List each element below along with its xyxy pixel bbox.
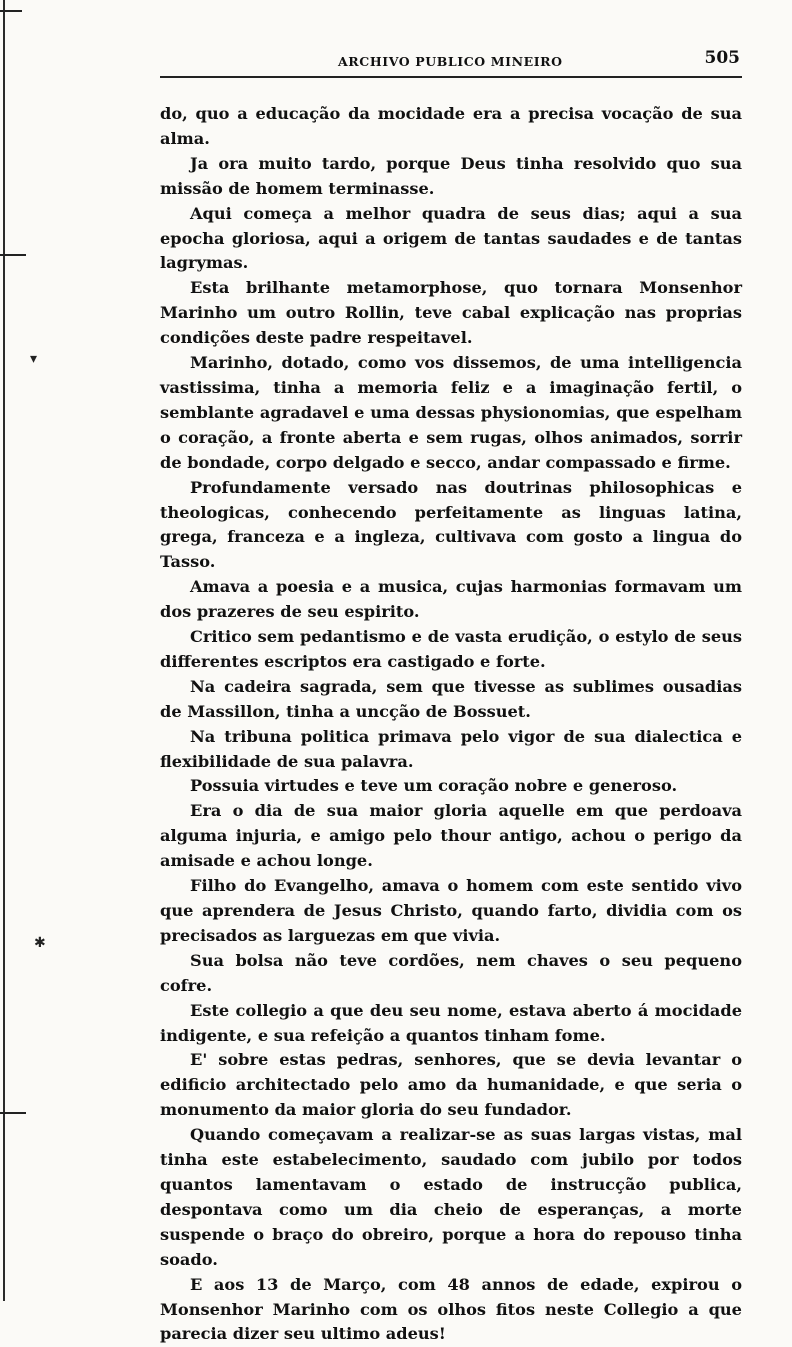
paragraph: Ja ora muito tardo, porque Deus tinha resolvido quo sua missão de homem terminasse. <box>160 153 742 198</box>
paragraph: Profundamente versado nas doutrinas philosophicas e theologicas, conhecendo perfeitamente as linguas latina, grega, franceza e a ingleza, cultivava com gosto a lingua do Tasso. <box>160 477 742 572</box>
paragraph: Possuia virtudes e teve um coração nobre e generoso. <box>190 776 678 796</box>
paragraph: Marinho, dotado, como vos dissemos, de uma intelligencia vastissima, tinha a memoria feliz e a imaginação fertil, o semblante agradavel e uma dessas physionomias, que espelham o coração, a fronte aberta e sem rugas, olhos animados, sorrir de bondade, corpo delgado e secco, andar compassado e firme. <box>160 353 742 472</box>
paragraph: Este collegio a que deu seu nome, estava aberto á mocidade indigente, e sua refeição a quantos tinham fome. <box>160 1000 742 1045</box>
page-header <box>160 48 742 78</box>
paragraph: E aos 13 de Março, com 48 annos de edade, expirou o Monsenhor Marinho com os olhos fitos neste Collegio a que parecia dizer seu ultimo adeus! <box>160 1274 742 1344</box>
paragraph: Na tribuna politica primava pelo vigor de sua dialectica e flexibilidade de sua palavra. <box>160 726 742 771</box>
header-rule <box>160 76 742 78</box>
paragraph: E' sobre estas pedras, senhores, que se devia levantar o edificio architectado pelo amo da humanidade, e que seria o monumento da maior gloria do seu fundador. <box>160 1050 742 1120</box>
binding-margin-tick <box>0 254 26 256</box>
margin-mark-icon: ✱ <box>34 935 46 951</box>
paragraph: do, quo a educação da mocidade era a precisa vocação de sua alma. <box>160 104 742 148</box>
binding-margin-tick <box>0 10 22 12</box>
paragraph: Era o dia de sua maior gloria aquelle em que perdoava alguma injuria, e amigo pelo thour antigo, achou o perigo da amisade e achou longe. <box>160 801 742 871</box>
paragraph: Aqui começa a melhor quadra de seus dias; aqui a sua epocha gloriosa, aqui a origem de tantas saudades e de tantas lagrymas. <box>160 203 742 273</box>
page-number: 505 <box>704 48 740 68</box>
binding-margin-tick <box>0 1112 26 1114</box>
running-head: ARCHIVO PUBLICO MINEIRO <box>338 54 563 69</box>
paragraph: Sua bolsa não teve cordões, nem chaves o seu pequeno cofre. <box>160 950 742 995</box>
paragraph: Amava a poesia e a musica, cujas harmonias formavam um dos prazeres de seu espirito. <box>160 577 742 622</box>
paragraph: Esta brilhante metamorphose, quo tornara Monsenhor Marinho um outro Rollin, teve cabal explicação nas proprias condições deste padre respeitavel. <box>160 278 742 348</box>
paragraph: Critico sem pedantismo e de vasta erudição, o estylo de seus differentes escriptos era castigado e forte. <box>160 627 742 671</box>
body-text <box>160 102 742 1347</box>
paragraph: Quando começavam a realizar-se as suas largas vistas, mal tinha este estabelecimento, saudado com jubilo por todos quantos lamentavam o estado de instrucção publica, despontava como um dia cheio de esperanças, a morte suspende o braço do obreiro, porque a hora do repouso tinha soado. <box>160 1125 742 1269</box>
binding-margin-line <box>3 0 5 1301</box>
paragraph: Na cadeira sagrada, sem que tivesse as sublimes ousadias de Massillon, tinha a uncção de Bossuet. <box>160 676 742 721</box>
paragraph: Filho do Evangelho, amava o homem com este sentido vivo que aprendera de Jesus Christo, quando farto, dividia com os precisados as larguezas em que vivia. <box>160 876 742 945</box>
margin-mark-icon: ▾ <box>30 351 38 367</box>
